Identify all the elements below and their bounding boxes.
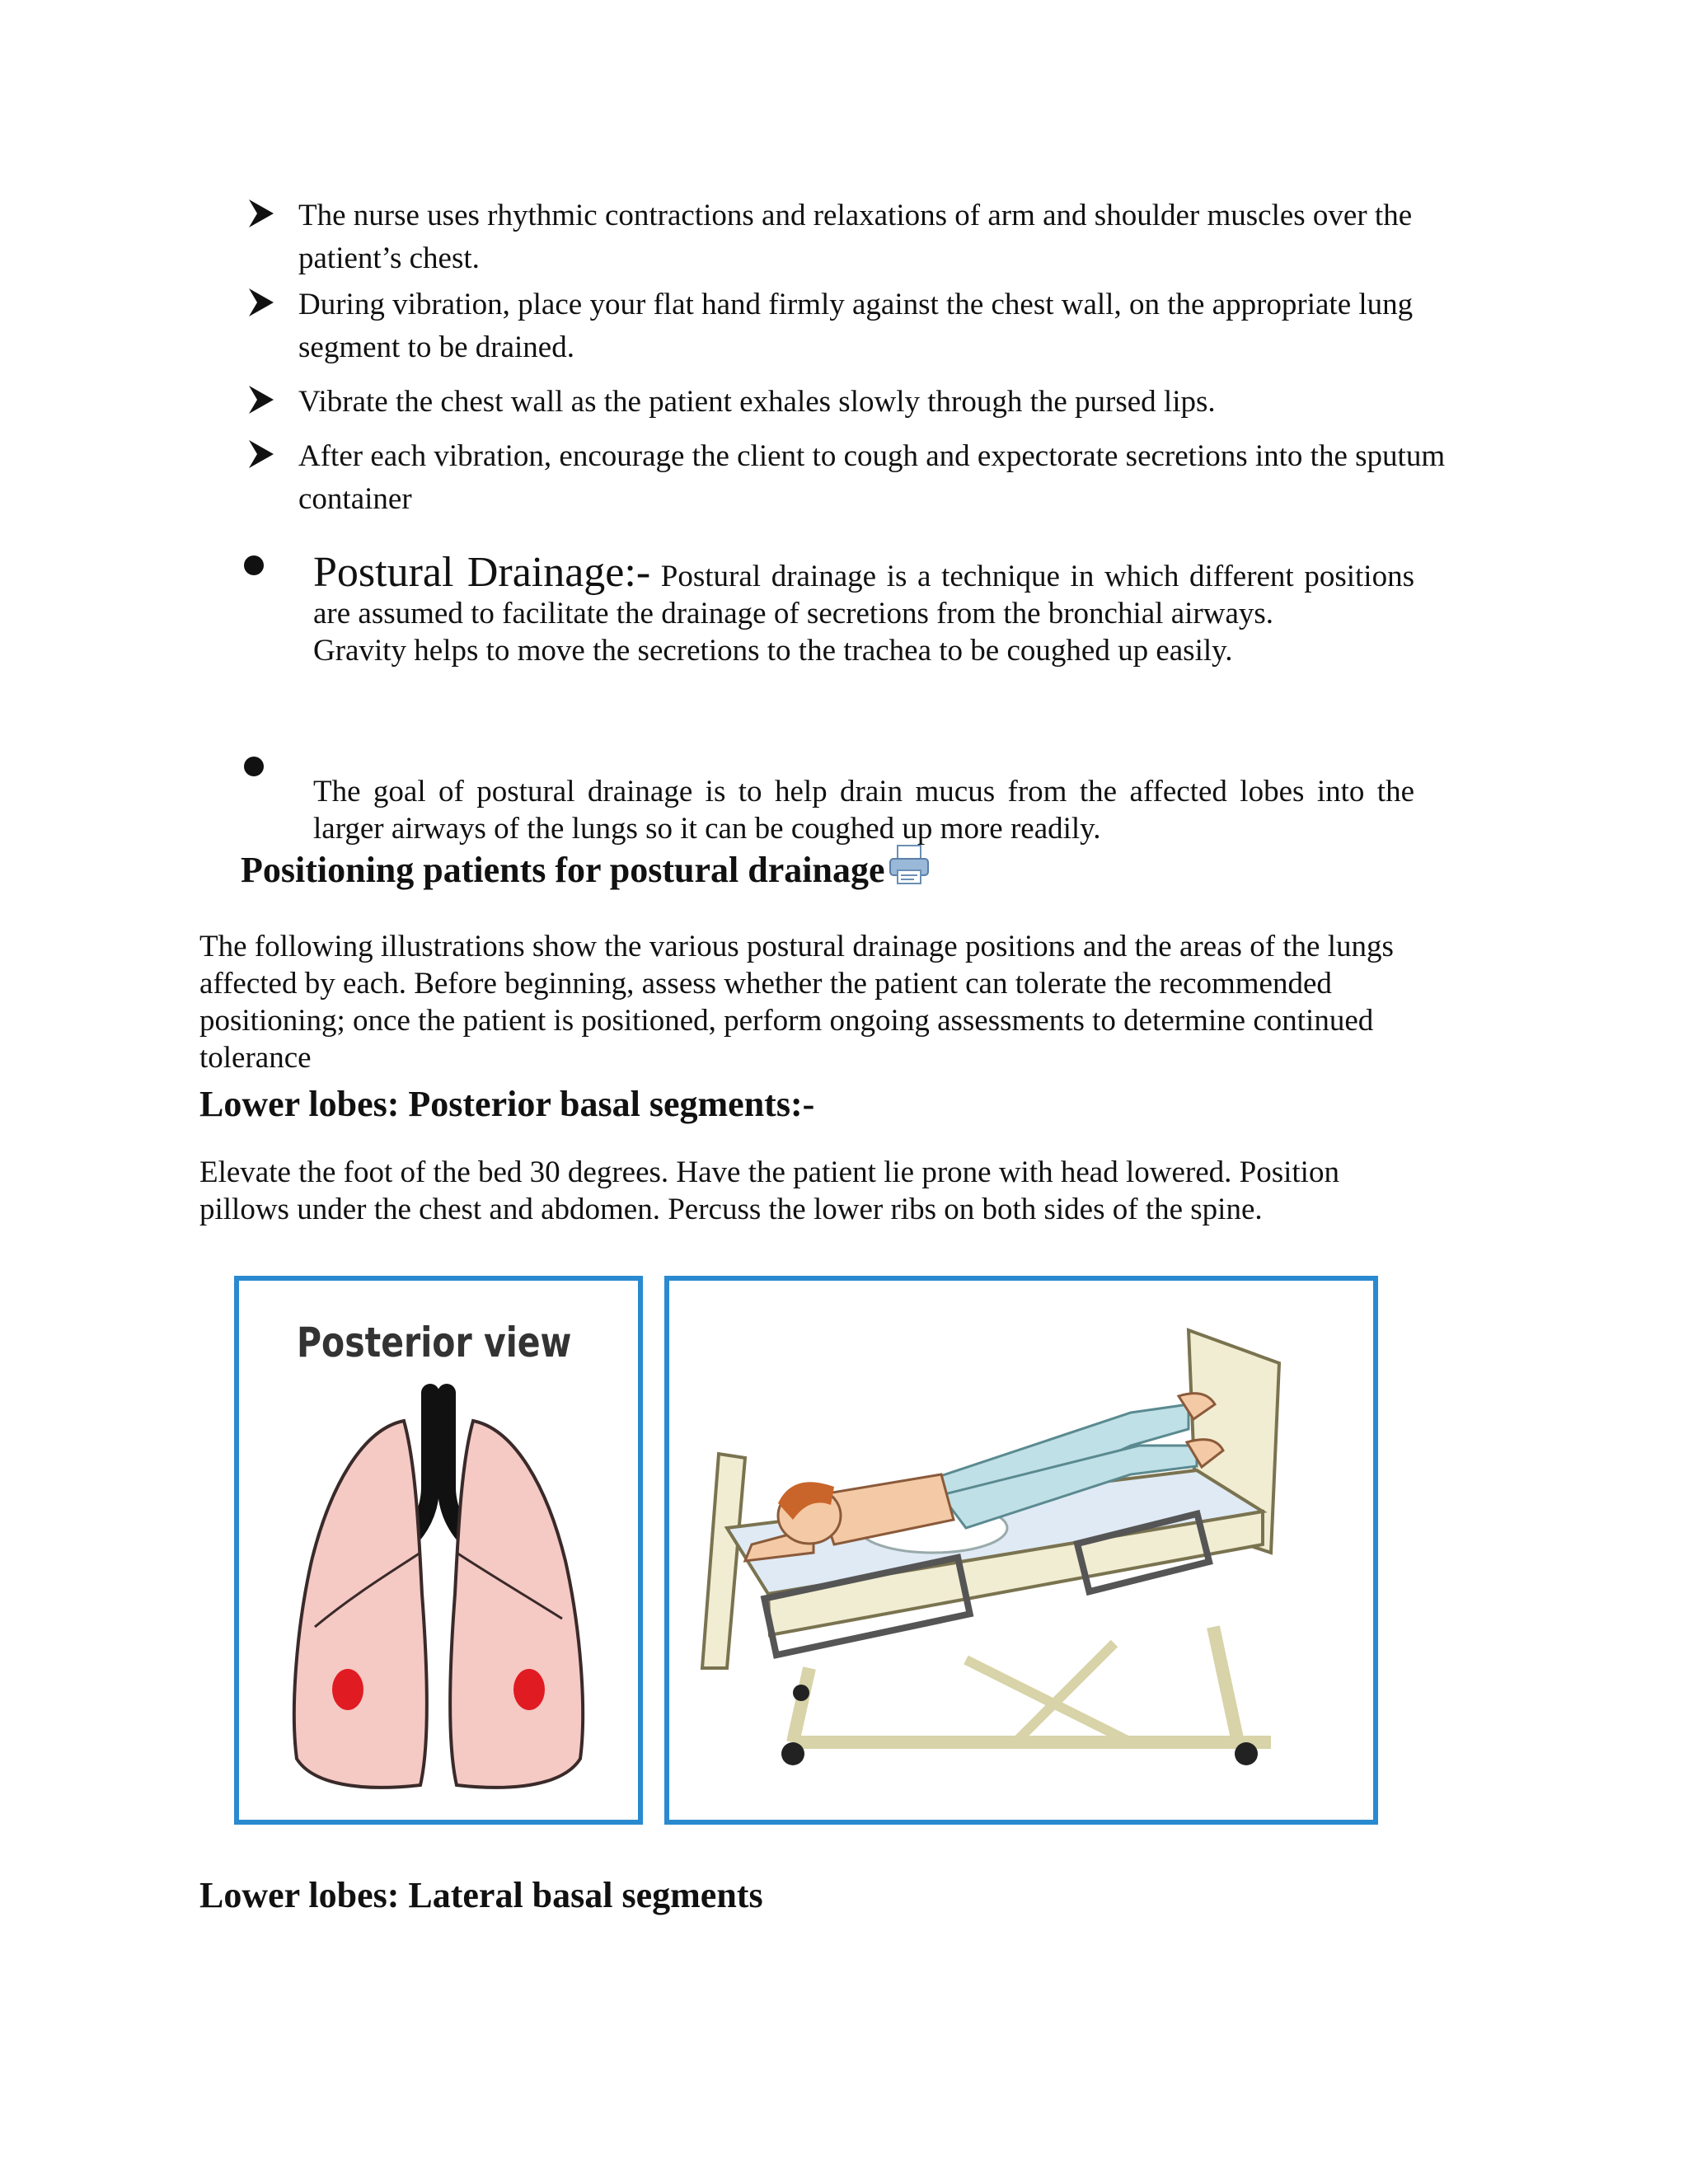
postural-drainage-title: Postural Drainage:-: [313, 549, 651, 596]
right-lung: [450, 1421, 583, 1788]
goal-bullet: [244, 757, 1414, 847]
arrow-bullet-icon: [247, 438, 275, 470]
left-lower-lobe-marker: [332, 1669, 363, 1710]
posterior-basal-heading: Lower lobes: Posterior basal segments:-: [199, 1084, 815, 1124]
left-lung: [294, 1421, 427, 1788]
positioning-intro: The following illustrations show the various postural drainage positions and the areas of the lungs affected by each. Before beginning, assess whether the patient can tolerate the recommended positioning; once the patient is positioned, perform ongoing assessments to determine continued tolerance: [199, 930, 1394, 1075]
arrow-bullet-icon: [247, 198, 275, 229]
list-item: After each vibration, encourage the client to cough and expectorate secretions into the sputum container: [247, 435, 1459, 521]
prone-position-figure: [664, 1276, 1378, 1825]
dot-bullet-icon: [244, 757, 264, 776]
postural-drainage-bullet: [244, 549, 1414, 669]
list-item: The nurse uses rhythmic contractions and relaxations of arm and shoulder muscles over the patient’s chest.: [247, 194, 1459, 280]
lateral-basal-heading: Lower lobes: Lateral basal segments: [199, 1875, 763, 1915]
positioning-heading: Positioning patients for postural drainage: [241, 844, 931, 891]
dot-bullet-icon: [244, 555, 264, 575]
gravity-text: Gravity helps to move the secretions to the trachea to be coughed up easily.: [313, 634, 1233, 668]
list-item: During vibration, place your flat hand firmly against the chest wall, on the appropriate lung segment to be drained.: [247, 284, 1459, 369]
list-item: Vibrate the chest wall as the patient exhales slowly through the pursed lips.: [247, 381, 1459, 424]
printer-icon[interactable]: [888, 844, 931, 885]
arrow-bullet-icon: [247, 384, 275, 415]
right-lower-lobe-marker: [513, 1669, 545, 1710]
vibration-steps-list: [247, 194, 1459, 524]
lungs-figure: [234, 1276, 643, 1825]
goal-text: The goal of postural drainage is to help drain mucus from the affected lobes into the larger airways of the lungs so it can be coughed up more readily.: [313, 775, 1414, 846]
arrow-bullet-icon: [247, 287, 275, 318]
patient-bed-illustration: [669, 1281, 1373, 1820]
lungs-illustration: [239, 1281, 638, 1820]
lungs-label: Posterior view: [297, 1319, 572, 1366]
posterior-basal-text: Elevate the foot of the bed 30 degrees. Have the patient lie prone with head lowered. Position pillows under the chest and abdomen. Percuss the lower ribs on both sides of the spine.: [199, 1155, 1339, 1226]
postural-drainage-definition: Postural drainage is a technique in which different positions are assumed to facilitate the drainage of secretions from the bronchial airways.: [313, 560, 1414, 630]
